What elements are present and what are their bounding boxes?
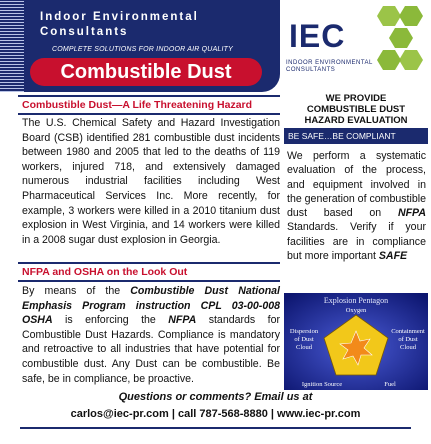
evaluation-heading [285,93,427,126]
page-title: Combustible Dust [30,58,262,86]
section2-program: Combustible Dust National Emphasis Program instruction CPL 03-00-008 OSHA [22,285,280,327]
brand-name [40,10,199,40]
logo-hex-1 [377,6,401,26]
logo-hex-2 [399,6,423,26]
sidebar-text-start: We perform a systematic evaluation of the process, and equipment involved in the generation of combustible dust based on [287,150,426,220]
logo-sub-line-1: INDOOR ENVIRONMENTAL [286,60,373,66]
sidebar-nfpa: NFPA [397,207,426,220]
logo-subtitle [286,60,373,74]
tagline: COMPLETE SOLUTIONS FOR INDOOR AIR QUALITY [52,46,234,53]
logo-hex-3 [389,28,413,48]
section2-body [22,284,280,386]
logo-sub-line-2: CONSULTANTS [286,67,336,73]
eval-line-1: WE PROVIDE [325,93,387,104]
section2-rule-top [18,262,280,264]
label-oxygen: Oxygen [345,307,367,314]
section1-title: Combustible Dust—A Life Threatening Hazard [22,99,253,111]
footer-rule [20,427,411,429]
eval-line-3: HAZARD EVALUATION [304,115,408,126]
section2-rule-bottom [18,280,280,282]
section1-rule-bottom [18,113,280,115]
label-containment-1: Containment [391,328,425,335]
label-ignition: Ignition Source [301,381,343,388]
label-dispersion-3: Cloud [296,344,312,351]
sidebar-body [287,149,426,263]
header-stripe [0,0,24,92]
section2-title: NFPA and OSHA on the Look Out [22,266,188,278]
logo-hex-4 [399,50,423,70]
logo-text: IEC [289,18,346,54]
section1-rule-top [18,95,280,97]
label-fuel: Fuel [384,381,396,388]
be-safe-bar: BE SAFE…BE COMPLIANT [284,128,428,144]
label-dispersion-2: of Dust [294,336,314,343]
section2-nfpa: NFPA [168,314,197,327]
brand-line-2: Consultants [40,26,129,38]
brand-line-1: Indoor Environmental [40,11,199,23]
footer-contact[interactable]: carlos@iec-pr.com | call 787-568-8880 | www.iec-pr.com [70,408,361,420]
section2-text-start: By means of the [22,285,131,297]
label-containment-2: of Dust [398,336,418,343]
label-dispersion-1: Dispersion [289,328,319,335]
explosion-pentagon-diagram [284,293,428,390]
eval-line-2: COMBUSTIBLE DUST [306,104,406,115]
footer-question: Questions or comments? Email us at [118,391,313,403]
sidebar-safe: SAFE [378,250,408,263]
diagram-title: Explosion Pentagon [323,296,389,305]
section2-text-end: standards for Combustible Dust Hazards. Compliance is mandatory and retroactive to all industries that have potential for combustible dust. Any Dust can be combustible. Be safe, be in compliance, be proactive. [22,314,280,385]
section1-body: The U.S. Chemical Safety and Hazard Investigation Board (CSB) identified 281 combustible dust incidents between 1980 and 2005 that led to the deaths of 119 workers, injured 718, and extensively damaged numerous industrial facilities including West Pharmaceutical Services Inc. More recently, for example, 3 workers were killed in a 2010 titanium dust explosion in West Virginia, and 14 workers were killed in a 2008 sugar dust explosion in Georgia. [22,117,280,246]
label-containment-3: Cloud [400,344,416,351]
section2-text-mid: is enforcing the [52,314,169,327]
logo-hex-5 [377,50,401,70]
sidebar-text-mid: Standards. Verify if your facilities are in compliance but more important [287,221,426,263]
